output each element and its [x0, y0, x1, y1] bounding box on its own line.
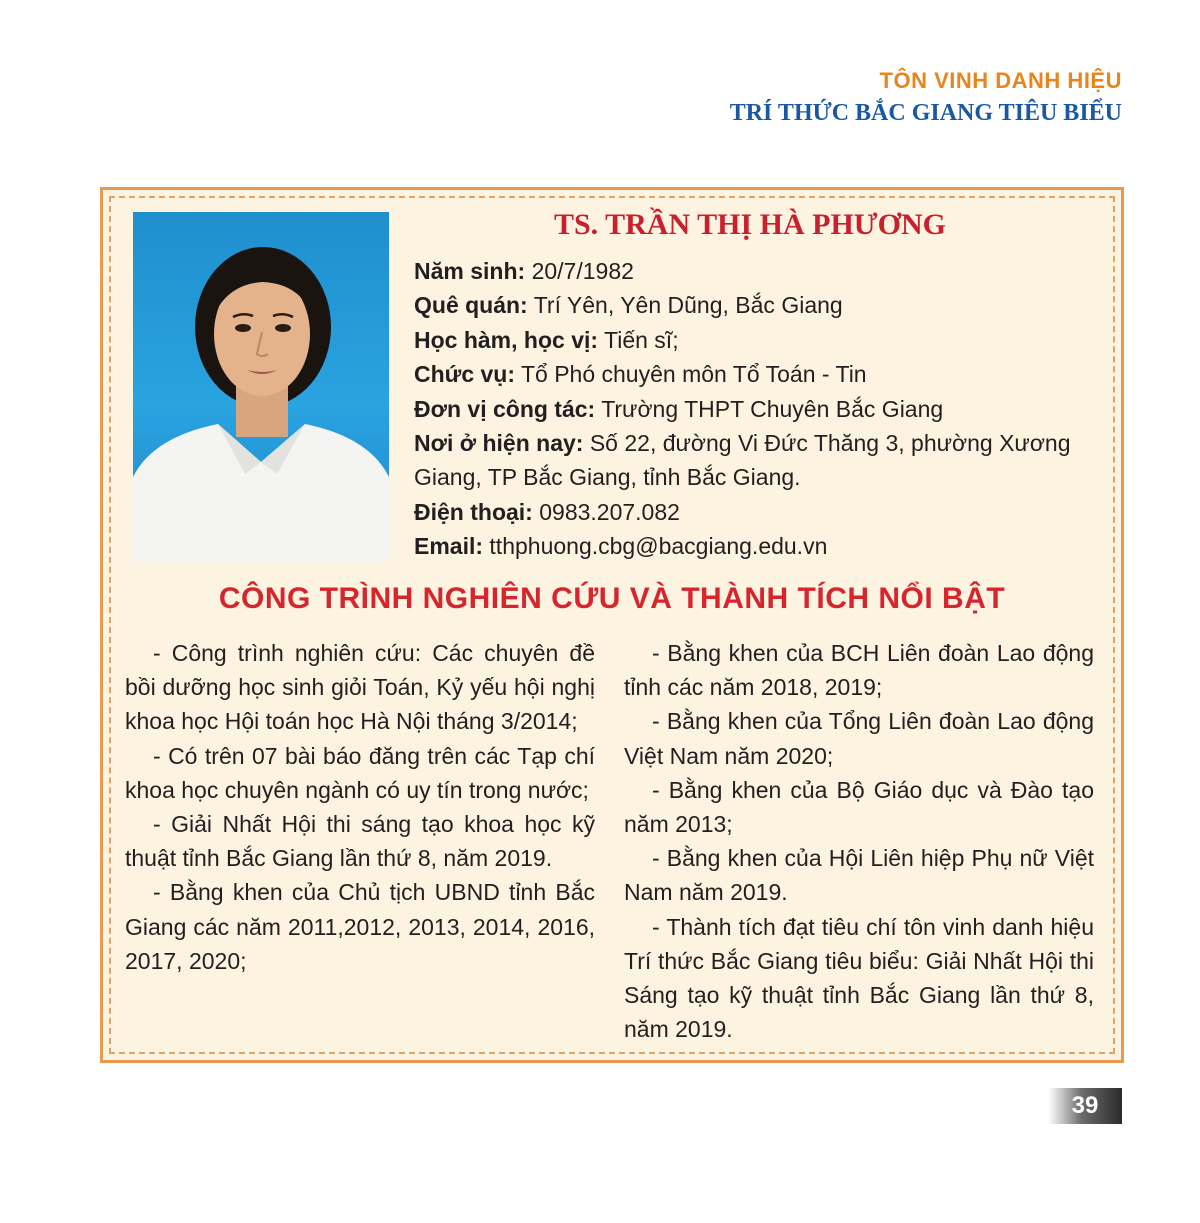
info-email — [414, 529, 1114, 563]
info-label: Email: — [414, 533, 484, 560]
info-value: 0983.207.082 — [532, 498, 680, 525]
portrait-illustration — [133, 212, 389, 562]
info-value: Số 22, đường Vi Đức Thăng 3, phường Xương Giang, TP Bắc Giang, tỉnh Bắc Giang. — [414, 430, 1071, 491]
achievement-item: - Bằng khen của Chủ tịch UBND tỉnh Bắc Giang các năm 2011,2012, 2013, 2014, 2016, 2017, 2020; — [125, 879, 595, 974]
info-value: 20/7/1982 — [525, 258, 634, 284]
achievement-item: - Bằng khen của Bộ Giáo dục và Đào tạo năm 2013; — [624, 776, 1094, 838]
achievement-item: - Thành tích đạt tiêu chí tôn vinh danh hiệu Trí thức Bắc Giang tiêu biểu: Giải Nhất Hội thi Sáng tạo kỹ thuật tỉnh Bắc Giang lần thứ 8, năm 2019. — [624, 913, 1094, 1043]
info-address — [414, 426, 1114, 495]
header-line-1: TÔN VINH DANH HIỆU — [879, 68, 1122, 93]
achievements-column-right — [624, 636, 1094, 1046]
info-label: Nơi ở hiện nay: — [414, 430, 584, 457]
achievement-item: - Công trình nghiên cứu: Các chuyên đề bồi dưỡng học sinh giỏi Toán, Kỷ yếu hội nghị khoa học Hội toán học Hà Nội tháng 3/2014; — [125, 640, 595, 735]
section-title: CÔNG TRÌNH NGHIÊN CỨU VÀ THÀNH TÍCH NỔI BẬT — [218, 582, 1006, 615]
achievement-item: - Giải Nhất Hội thi sáng tạo khoa học kỹ thuật tỉnh Bắc Giang lần thứ 8, năm 2019. — [125, 811, 595, 872]
info-hometown — [414, 288, 1114, 322]
achievement-item: - Bằng khen của BCH Liên đoàn Lao động tỉnh các năm 2018, 2019; — [624, 640, 1094, 701]
header-line-2: TRÍ THỨC BẮC GIANG TIÊU BIỂU — [729, 100, 1122, 126]
info-phone — [414, 495, 1114, 529]
info-label: Điện thoại: — [414, 498, 533, 525]
info-value: tthphuong.cbg@bacgiang.edu.vn — [483, 533, 828, 560]
info-value: Trường THPT Chuyên Bắc Giang — [595, 395, 944, 422]
page-number: 39 — [1048, 1088, 1122, 1124]
achievement-item: - Bằng khen của Tổng Liên đoàn Lao động Việt Nam năm 2020; — [624, 708, 1094, 769]
info-label: Quê quán: — [414, 292, 528, 319]
info-label: Đơn vị công tác: — [414, 395, 596, 422]
info-value: Trí Yên, Yên Dũng, Bắc Giang — [527, 292, 843, 319]
info-birth-year — [414, 254, 1114, 288]
info-position — [414, 357, 1114, 391]
info-value: Tiến sĩ; — [598, 326, 679, 353]
profile-name: TS. TRẦN THỊ HÀ PHƯƠNG — [553, 208, 946, 241]
portrait-photo — [133, 212, 389, 562]
achievement-item: - Có trên 07 bài báo đăng trên các Tạp chí khoa học chuyên ngành có uy tín trong nước; — [125, 742, 595, 803]
profile-info — [414, 254, 1114, 564]
info-label: Chức vụ: — [414, 361, 515, 388]
info-label: Năm sinh: — [414, 258, 526, 284]
achievement-item: - Bằng khen của Hội Liên hiệp Phụ nữ Việt Nam năm 2019. — [624, 845, 1094, 906]
info-value: Tổ Phó chuyên môn Tổ Toán - Tin — [515, 361, 867, 388]
achievements-column-left — [125, 636, 595, 978]
info-workplace — [414, 392, 1114, 426]
info-label: Học hàm, học vị: — [414, 326, 599, 353]
info-degree — [414, 323, 1114, 357]
page-header — [730, 66, 1122, 130]
